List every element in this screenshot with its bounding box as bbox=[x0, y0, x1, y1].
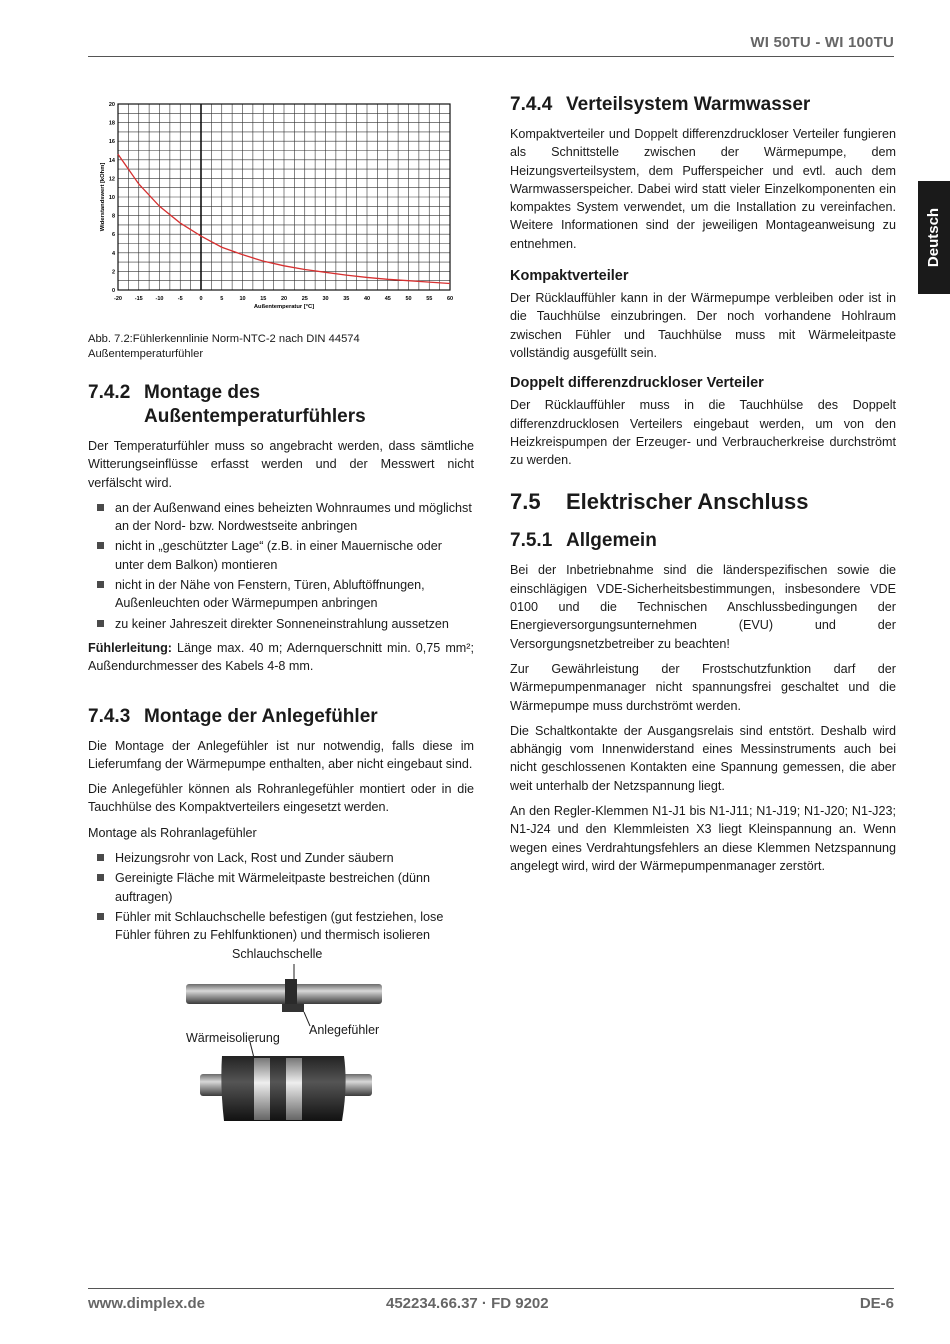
section-number: 7.4.3 bbox=[88, 705, 131, 727]
subheading-kompaktverteiler: Kompaktverteiler bbox=[510, 268, 629, 285]
insulation-band bbox=[286, 1058, 302, 1120]
paragraph: Montage als Rohranlagefühler bbox=[88, 825, 257, 840]
ntc-chart-svg bbox=[88, 90, 474, 326]
insulation bbox=[221, 1056, 345, 1121]
figure-caption-line1: Abb. 7.2:Fühlerkennlinie Norm-NTC-2 nach DIN 44574 bbox=[88, 333, 360, 345]
pipe-top bbox=[186, 984, 382, 1004]
paragraph: Der Temperaturfühler muss so angebracht werden, dass sämtliche Witterungseinflüsse erfasst werden und der Messwert nicht verfälscht wird. bbox=[88, 439, 474, 490]
section-heading-7-5 bbox=[510, 488, 896, 516]
list-item bbox=[88, 615, 474, 633]
section-title: Montage der Anlegefühler bbox=[144, 705, 378, 727]
x-tick-label: 60 bbox=[446, 296, 454, 302]
section-title: Elektrischer Anschluss bbox=[566, 489, 809, 515]
square-bullet-icon bbox=[97, 913, 104, 920]
square-bullet-icon bbox=[97, 504, 104, 511]
x-tick-label: -10 bbox=[155, 296, 164, 302]
left-column bbox=[88, 90, 474, 951]
square-bullet-icon bbox=[97, 542, 104, 549]
y-axis-label: Widerstandswert [kOhm] bbox=[100, 162, 106, 232]
footer-page-number: DE-6 bbox=[859, 1295, 894, 1312]
section-number: 7.5 bbox=[510, 489, 541, 515]
label-sensor: Anlegefühler bbox=[309, 1023, 380, 1037]
y-tick-label: 4 bbox=[111, 250, 115, 257]
figure-caption-line2: Außentemperaturfühler bbox=[88, 347, 204, 360]
section-number: 7.5.1 bbox=[510, 530, 553, 552]
x-tick-label: 0 bbox=[199, 296, 203, 302]
list-item bbox=[88, 849, 474, 867]
x-tick-label: 40 bbox=[363, 296, 371, 302]
list-item-text: Fühler mit Schlauchschelle befestigen (gut festziehen, lose Fühler führen zu Fehlfunktionen) und thermisch isolieren bbox=[115, 909, 444, 943]
paragraph: An den Regler-Klemmen N1-J1 bis N1-J11; N1-J19; N1-J20; N1-J23; N1-J24 und den Klemmleisten X3 liegt Kleinspannung an. Wenn wegen eines Verdrahtungsfehlers an diese Klemmen Netzspannung angelegt wird, wird der Wärmepumpenmanager zerstört. bbox=[510, 804, 896, 873]
section-title-line1: Montage des bbox=[144, 382, 261, 403]
y-tick-label: 0 bbox=[111, 288, 115, 294]
section-title: Verteilsystem Warmwasser bbox=[566, 94, 811, 115]
list-item-text: nicht in der Nähe von Fenstern, Türen, Abluftöffnungen, Außenleuchten oder Wärmepumpen anbringen bbox=[115, 578, 425, 611]
section-number: 7.4.2 bbox=[88, 382, 131, 403]
language-tab-label: Deutsch bbox=[925, 207, 943, 268]
square-bullet-icon bbox=[97, 874, 104, 881]
paragraph: Die Schaltkontakte der Ausgangsrelais sind entstört. Deshalb wird abhängig vom Innenwiderstand eines Messinstruments auch bei nicht geschlossenen Kontakten eine Spannung gemessen, die aber weit unterhalb der Netzspannung liegt. bbox=[510, 723, 896, 793]
document-title: WI 50TU - WI 100TU bbox=[750, 34, 894, 51]
list-item-text: an der Außenwand eines beheizten Wohnraumes und möglichst an der Nord- bzw. Nordwestseite anbringen bbox=[115, 500, 472, 534]
y-tick-label: 6 bbox=[111, 232, 115, 239]
x-tick-label: 50 bbox=[405, 296, 412, 302]
list-item bbox=[88, 537, 474, 574]
bullet-list bbox=[88, 849, 474, 944]
y-tick-label: 16 bbox=[108, 139, 115, 146]
square-bullet-icon bbox=[97, 620, 104, 627]
paragraph: Zur Gewährleistung der Frostschutzfunktion darf der Wärmepumpenmanager nicht spannungsfrei geschaltet und die Wärmepumpe muss durchströmt werden. bbox=[510, 661, 896, 713]
x-tick-label: -15 bbox=[134, 296, 143, 302]
section-heading-7-5-1 bbox=[510, 529, 896, 553]
y-tick-label: 10 bbox=[108, 195, 115, 201]
footer-document-number: 452234.66.37 · FD 9202 bbox=[386, 1295, 549, 1312]
x-tick-label: 5 bbox=[220, 296, 224, 302]
bullet-list bbox=[88, 499, 474, 633]
x-axis-label: Außentemperatur [°C] bbox=[253, 304, 315, 310]
cable-spec-text: Länge max. 40 m; Adernquerschnitt min. 0,75 mm²; Außendurchmesser des Kabels 4-8 mm. bbox=[88, 640, 474, 674]
list-item-text: nicht in „geschützter Lage“ (z.B. in einer Mauernische oder unter dem Balkon) montieren bbox=[115, 539, 442, 572]
x-tick-label: 55 bbox=[426, 296, 433, 302]
list-item bbox=[88, 869, 474, 906]
cable-spec-paragraph bbox=[88, 639, 474, 676]
x-tick-label: -5 bbox=[177, 296, 183, 302]
x-tick-label: 30 bbox=[322, 296, 329, 302]
list-item bbox=[88, 499, 474, 536]
section-heading-7-4-2 bbox=[88, 381, 474, 429]
section-title-line2: Außentemperaturfühlers bbox=[144, 406, 366, 427]
x-tick-label: 10 bbox=[239, 296, 246, 302]
insulation-band bbox=[254, 1058, 270, 1120]
square-bullet-icon bbox=[97, 854, 104, 861]
footer-website: www.dimplex.de bbox=[88, 1295, 205, 1312]
list-item-text: zu keiner Jahreszeit direkter Sonneneinstrahlung aussetzen bbox=[115, 616, 449, 631]
y-tick-label: 18 bbox=[108, 120, 115, 127]
square-bullet-icon bbox=[97, 581, 104, 588]
section-heading-7-4-4 bbox=[510, 93, 896, 117]
subheading-doppelt: Doppelt differenzdruckloser Verteiler bbox=[510, 375, 764, 392]
x-tick-label: 15 bbox=[260, 296, 267, 302]
x-tick-label: 25 bbox=[301, 296, 308, 302]
paragraph: Bei der Inbetriebnahme sind die länderspezifischen sowie die einschlägigen VDE-Sicherheitsbestimmungen, insbesondere VDE 0100 und die Technischen Anschlussbedingungen der Energieversorgungsunternehmen (EVU) und der Versorgungsnetzbetreiber zu beachten! bbox=[510, 563, 896, 651]
x-tick-label: 45 bbox=[384, 296, 391, 302]
language-tab bbox=[918, 181, 950, 294]
list-item-text: Gereinigte Fläche mit Wärmeleitpaste bestreichen (dünn auftragen) bbox=[115, 871, 430, 904]
y-tick-label: 12 bbox=[108, 176, 115, 183]
y-tick-label: 14 bbox=[108, 157, 115, 164]
list-item-text: Heizungsrohr von Lack, Rost und Zunder säubern bbox=[115, 851, 394, 866]
y-tick-label: 20 bbox=[108, 102, 115, 108]
page-footer bbox=[88, 1288, 894, 1319]
section-title: Allgemein bbox=[566, 530, 657, 552]
sensor-mounting-photo bbox=[186, 946, 386, 1136]
paragraph: Die Anlegefühler können als Rohranlegefühler montiert oder in die Tauchhülse des Kompaktverteilers eingesetzt werden. bbox=[88, 782, 474, 815]
paragraph: Kompaktverteiler und Doppelt differenzdruckloser Verteiler fungieren als Schnittstelle zwischen der Wärmepumpe, dem Heizungsverteilsystem, dem Pufferspeicher und evtl. auch dem Warmwasserspeicher. Dabei wird statt vieler Einzelkomponenten ein kompaktes System verwendet, um die Installation zu vereinfachen. Weitere Informationen sind der jeweiligen Montageanweisung zu entnehmen. bbox=[510, 127, 896, 251]
section-number: 7.4.4 bbox=[510, 94, 553, 115]
x-tick-label: -20 bbox=[114, 296, 122, 302]
y-tick-label: 2 bbox=[111, 269, 115, 276]
y-tick-label: 8 bbox=[111, 213, 115, 220]
page-header bbox=[88, 30, 894, 57]
right-column bbox=[510, 90, 896, 882]
cable-spec-label: Fühlerleitung: bbox=[88, 640, 172, 655]
label-clamp: Schlauchschelle bbox=[232, 947, 323, 961]
ntc-chart bbox=[88, 90, 474, 326]
list-item bbox=[88, 908, 474, 945]
section-heading-7-4-3 bbox=[88, 705, 474, 729]
paragraph: Die Montage der Anlegefühler ist nur notwendig, falls diese im Lieferumfang der Wärmepumpe enthalten, aber nicht eingebaut sind. bbox=[88, 738, 474, 771]
list-item bbox=[88, 576, 474, 613]
label-insulation: Wärmeisolierung bbox=[186, 1031, 280, 1045]
x-tick-label: 20 bbox=[280, 296, 288, 302]
paragraph: Der Rücklauffühler kann in der Wärmepumpe verbleiben oder ist in die Tauchhülse einzubringen. Der noch vorhandene Hohlraum zwischen Fühler und Tauchhülse muss mit Wärmeleitpaste vollständig ausgefüllt sein. bbox=[510, 291, 896, 360]
x-tick-label: 35 bbox=[343, 296, 350, 302]
paragraph: Der Rücklauffühler muss in die Tauchhülse des Doppelt differenzdrucklosen Verteilers eingebaut werden, um von den Heizkreispumpen der Erzeuger- und Verbraucherkreise durchströmt zu werden. bbox=[510, 398, 896, 468]
